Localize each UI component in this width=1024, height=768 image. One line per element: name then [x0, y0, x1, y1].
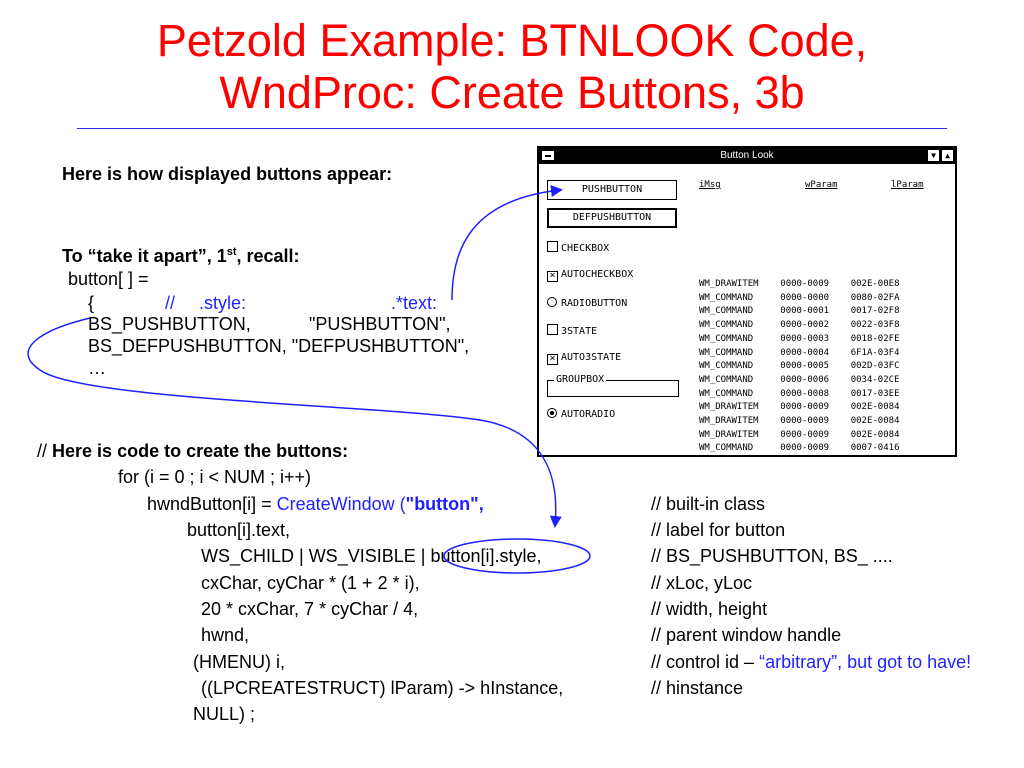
log-header-lparam: lParam — [891, 180, 924, 190]
code-line-hwndbutton — [147, 493, 484, 515]
comment-label: // label for button — [651, 520, 786, 540]
autoradio[interactable] — [547, 408, 615, 421]
recall-heading — [62, 245, 300, 267]
autocheckbox[interactable] — [547, 269, 633, 282]
code-createwindow: CreateWindow ( — [276, 494, 406, 514]
log-header-wparam: wParam — [805, 180, 838, 190]
comment-style: // BS_PUSHBUTTON, BS_ .... — [651, 546, 893, 566]
button-look-window — [537, 146, 957, 457]
comment-builtin-class: // built-in class — [651, 494, 766, 514]
comment-control-id-prefix: // control id – — [651, 652, 755, 672]
code-line-hwnd: hwnd, — [201, 625, 250, 645]
code-line-null: NULL) ; — [193, 704, 256, 724]
groupbox-label: GROUPBOX — [556, 374, 605, 385]
array-row-pushbutton-text: "PUSHBUTTON", — [309, 314, 451, 334]
radio-selected-icon — [547, 408, 557, 418]
3state[interactable] — [547, 324, 597, 338]
groupbox — [547, 374, 679, 397]
code-hwndbutton-assign: hwndButton[i] = — [147, 494, 272, 514]
radio-empty-icon — [547, 297, 557, 307]
pushbutton[interactable]: PUSHBUTTON — [547, 180, 677, 200]
autoradio-label: AUTORADIO — [561, 409, 616, 420]
code-comment-text: Here is code to create the buttons: — [52, 441, 349, 461]
recall-prefix: To “take it apart”, 1 — [62, 246, 227, 266]
comment-size: // width, height — [651, 599, 768, 619]
array-declaration: button[ ] = — [68, 269, 149, 289]
recall-suffix: , recall: — [236, 246, 300, 266]
code-button-style: button[i].style, — [430, 546, 542, 566]
array-row-defpushbutton: BS_DEFPUSHBUTTON, "DEFPUSHBUTTON", — [88, 336, 470, 356]
code-line-hmenu: (HMENU) i, — [193, 652, 285, 672]
minimize-icon[interactable]: ▼ — [927, 149, 940, 162]
log-header-imsg: iMsg — [699, 180, 721, 190]
checkbox-unchecked-icon — [547, 324, 558, 335]
maximize-icon[interactable]: ▲ — [941, 149, 954, 162]
code-line-text: button[i].text, — [187, 520, 291, 540]
array-ellipsis: … — [88, 358, 106, 378]
radiobutton[interactable] — [547, 297, 627, 310]
code-line-style — [201, 545, 542, 567]
code-button-class: "button", — [405, 494, 484, 514]
defpushbutton[interactable]: DEFPUSHBUTTON — [547, 208, 677, 228]
code-ws-flags: WS_CHILD | WS_VISIBLE | — [201, 546, 426, 566]
autocheckbox-label: AUTOCHECKBOX — [561, 269, 634, 280]
comment-control-id — [651, 651, 971, 673]
auto3state[interactable] — [547, 352, 621, 365]
code-comment-prefix: // — [37, 441, 48, 461]
style-header: .style: — [199, 293, 247, 313]
auto3state-label: AUTO3STATE — [561, 352, 622, 363]
checkbox-unchecked-icon — [547, 241, 558, 252]
displayed-buttons-heading: Here is how displayed buttons appear: — [62, 164, 393, 184]
slide-title-line1: Petzold Example: BTNLOOK Code, — [156, 15, 868, 66]
checkbox-checked-icon: × — [547, 271, 558, 282]
code-line-hinstance: ((LPCREATESTRUCT) lParam) -> hInstance, — [201, 678, 564, 698]
slide-title-line2: WndProc: Create Buttons, 3b — [219, 67, 805, 118]
recall-sup: st — [226, 246, 237, 258]
comment-parent: // parent window handle — [651, 625, 842, 645]
code-line-xy: cxChar, cyChar * (1 + 2 * i), — [201, 573, 420, 593]
window-title-bar — [539, 148, 955, 164]
code-comment-heading — [37, 440, 348, 462]
3state-label: 3STATE — [561, 326, 598, 337]
array-row-pushbutton-style: BS_PUSHBUTTON, — [88, 314, 251, 334]
checkbox[interactable] — [547, 241, 609, 255]
checkbox-checked-icon: × — [547, 354, 558, 365]
array-comment-slashes: // — [165, 293, 176, 313]
text-header: .*text: — [391, 293, 438, 313]
array-brace: { — [88, 293, 95, 313]
comment-control-id-note: “arbitrary”, but got to have! — [759, 652, 972, 672]
comment-xy: // xLoc, yLoc — [651, 573, 753, 593]
radiobutton-label: RADIOBUTTON — [561, 298, 628, 309]
comment-hinstance: // hinstance — [651, 678, 744, 698]
code-line-size: 20 * cxChar, 7 * cyChar / 4, — [201, 599, 419, 619]
message-log: WM_DRAWITEM 0000-0009 002E-00E8 WM_COMMAND 0000-0000 0080-02FA WM_COMMAND 0000-0001 0017-02F8 WM_COMMAND 0000-0002 0022-03F8 WM_COMMAND 0000-0003 0018-02FE WM_COMMAND 0000-0004 6F1A-03F4 WM_COMMAND 0000-0005 002D-03FC WM_COMMAND 0000-0006 0034-02CE WM_COMMAND 0000-0008 0017-03EE WM_DRAWITEM 0000-0009 002E-0084 WM_DRAWITEM 0000-0009 002E-0084 WM_DRAWITEM 0000-0009 002E-0084 WM_COMMAND 0000-0009 0007-0416 — [699, 279, 900, 454]
code-line-for: for (i = 0 ; i < NUM ; i++) — [118, 467, 312, 487]
window-title: Button Look — [720, 150, 774, 161]
system-menu-icon[interactable] — [542, 151, 554, 160]
checkbox-label: CHECKBOX — [561, 243, 610, 254]
title-divider — [77, 128, 947, 129]
